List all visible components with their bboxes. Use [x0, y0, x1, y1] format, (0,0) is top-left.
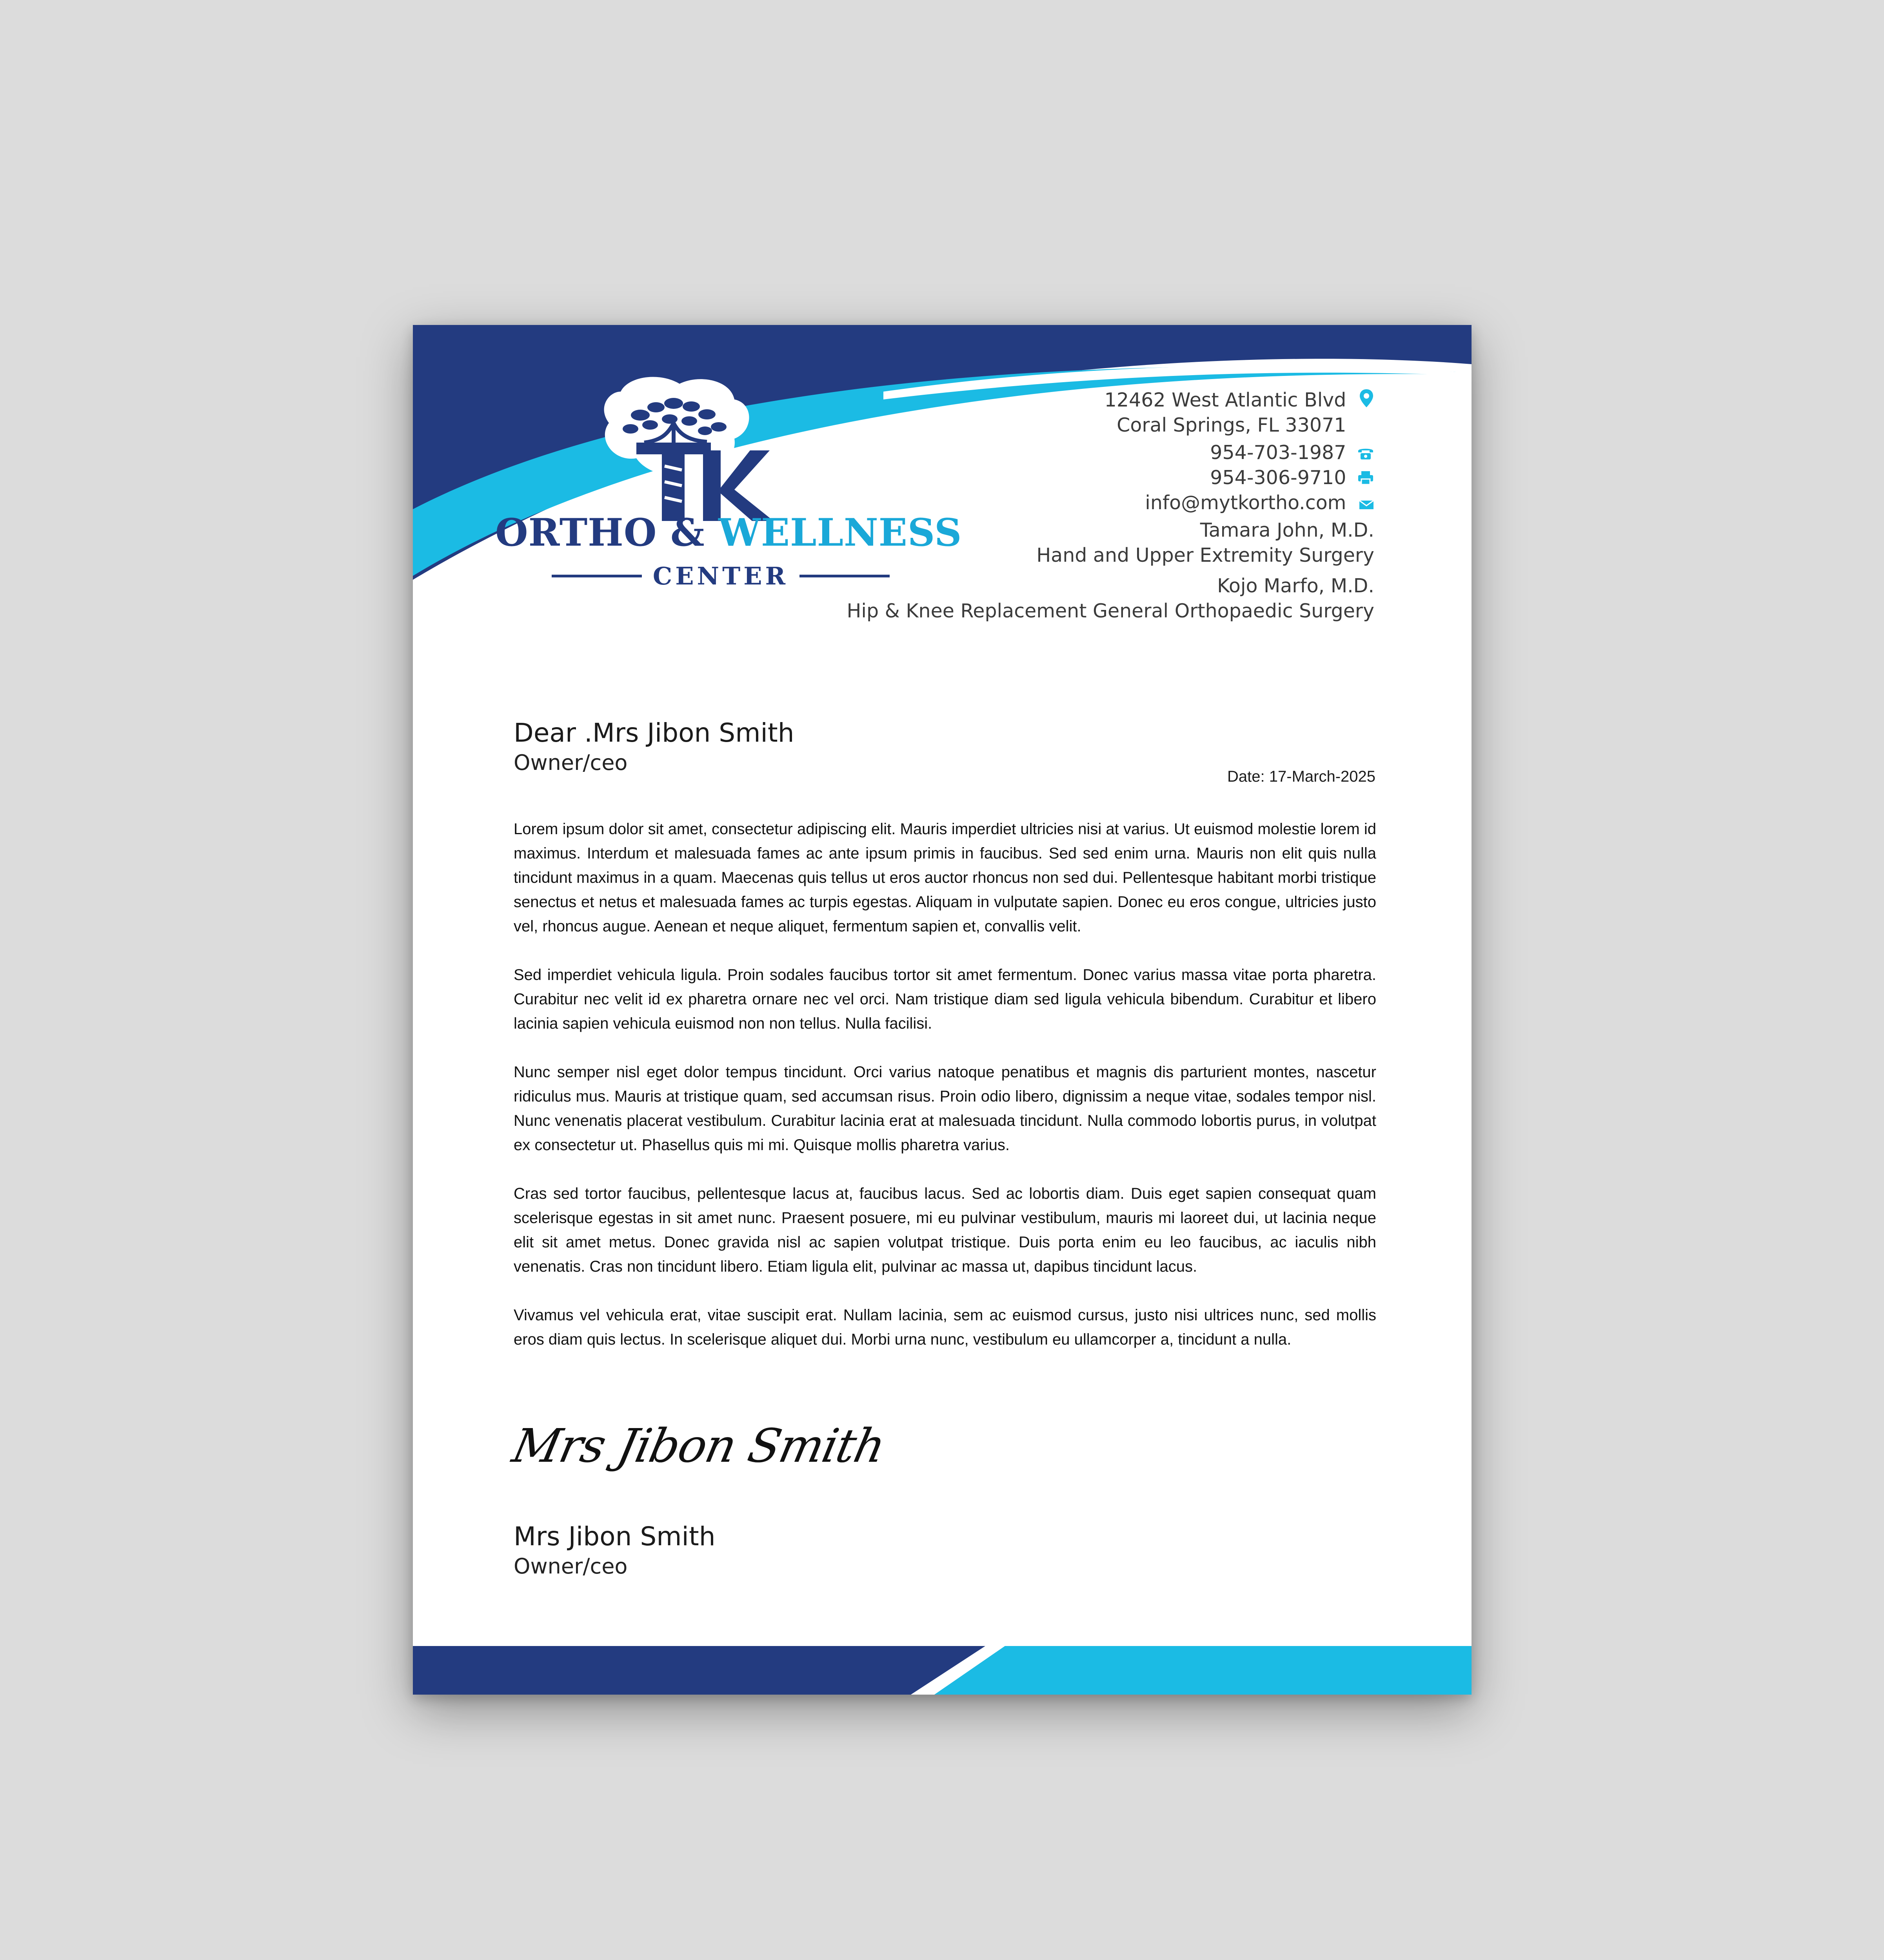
brand-name-part1: ORTHO & [495, 510, 705, 555]
paragraph: Nunc semper nisl eget dolor tempus tincidunt. Orci varius natoque penatibus et magnis dis parturient montes, nascetur ridiculus mus. Mauris at tristique quam, sed accumsan risus. Proin odio libero, dignissim a neque vitae, sodales tempor nisl. Nunc venenatis placerat vestibulum. Curabitur lacinia erat at malesuada tincidunt. Nulla commodo lobortis purus, in volutpat ex consectetur ut. Phasellus quis mi mi. Quisque mollis pharetra varius. [514, 1063, 1376, 1154]
email-address[interactable]: info@mytkortho.com [1145, 492, 1346, 514]
signoff-block [514, 1521, 1102, 1580]
telephone-icon [1352, 441, 1374, 466]
contact-block [786, 388, 1374, 624]
brand-name-part2: WELLNESS [718, 510, 962, 555]
email-row [786, 490, 1374, 515]
fax-number: 954-306-9710 [1210, 466, 1346, 489]
address-line2-row [786, 413, 1374, 438]
footer-band [413, 1646, 1472, 1695]
signer-role: Owner/ceo [514, 1554, 628, 1579]
handwritten-signature: Mrs Jibon Smith [508, 1419, 890, 1473]
signer-name: Mrs Jibon Smith [514, 1521, 716, 1552]
paragraph: Vivamus vel vehicula erat, vitae suscipit erat. Nullam lacinia, sem ac euismod cursus, justo nisi ultrices nunc, sed mollis eros diam quis lectus. In scelerisque aliquet dui. Morbi urna nunc, vestibulum eu ullamcorper a, tincidunt a nulla. [514, 1307, 1376, 1348]
phone-row [786, 440, 1374, 465]
doctor1-specialty: Hand and Upper Extremity Surgery [1036, 544, 1374, 566]
subtitle-rule-left [552, 575, 642, 577]
address-line2: Coral Springs, FL 33071 [1117, 414, 1346, 436]
letter-paragraphs [514, 817, 1376, 1376]
address-line1: 12462 West Atlantic Blvd [1104, 389, 1346, 411]
greeting: Dear .Mrs Jibon Smith [514, 718, 794, 748]
letterhead-sheet [413, 325, 1472, 1695]
doctor2-name: Kojo Marfo, M.D. [1217, 575, 1374, 597]
recipient-role: Owner/ceo [514, 750, 628, 775]
letter-date: Date: 17-March-2025 [1227, 768, 1375, 785]
doctor1-name: Tamara John, M.D. [1200, 519, 1374, 541]
paragraph: Cras sed tortor faucibus, pellentesque lacus at, faucibus lacus. Sed ac lobortis diam. Duis eget sapien consequat quam scelerisque egestas in sit amet nunc. Praesent posuere, mi eu pulvinar vestibulum, mauris mi laoreet dui, ut lacinia neque elit sit amet metus. Donec gravida nisl ac sapien volutpat tristique. Duis porta enim eu leo faucibus, ac iaculis nibh venenatis. Cras non tincidunt libero. Etiam ligula elit, pulvinar ac massa ut, dapibus tincidunt lacus. [514, 1185, 1376, 1275]
address-line1-row [786, 388, 1374, 413]
brand-subtitle: CENTER [652, 561, 789, 590]
paragraph: Sed imperdiet vehicula ligula. Proin sodales faucibus tortor sit amet fermentum. Donec varius massa vitae porta pharetra. Curabitur nec velit id ex pharetra ornare nec vel orci. Nam tristique diam sed ligula vehicula bibendum. Curabitur et libero lacinia sapien vehicula euismod non non tellus. Nulla facilisi. [514, 966, 1376, 1032]
fax-row [786, 465, 1374, 490]
phone-number: 954-703-1987 [1210, 441, 1346, 464]
fax-icon [1352, 466, 1374, 492]
envelope-icon [1352, 492, 1374, 517]
location-pin-icon [1352, 388, 1374, 414]
paragraph: Lorem ipsum dolor sit amet, consectetur adipiscing elit. Mauris imperdiet ultricies nisi at varius. Ut euismod molestie lorem id maximus. Interdum et malesuada fames ac ante ipsum primis in faucibus. Sed sed enim urna. Mauris non elit quis nulla tincidunt maximus in a quam. Maecenas quis tellus ut eros auctor rhoncus non sed dui. Pellentesque habitant morbi tristique senectus et netus et malesuada fames ac turpis egestas. Aliquam in vulputate sapien. Donec eu eros congue, ultricies justo vel, rhoncus augue. Aenean et neque aliquet, fermentum sapien et, convallis velit. [514, 820, 1376, 935]
doctor2-specialty: Hip & Knee Replacement General Orthopaedic Surgery [847, 600, 1374, 622]
